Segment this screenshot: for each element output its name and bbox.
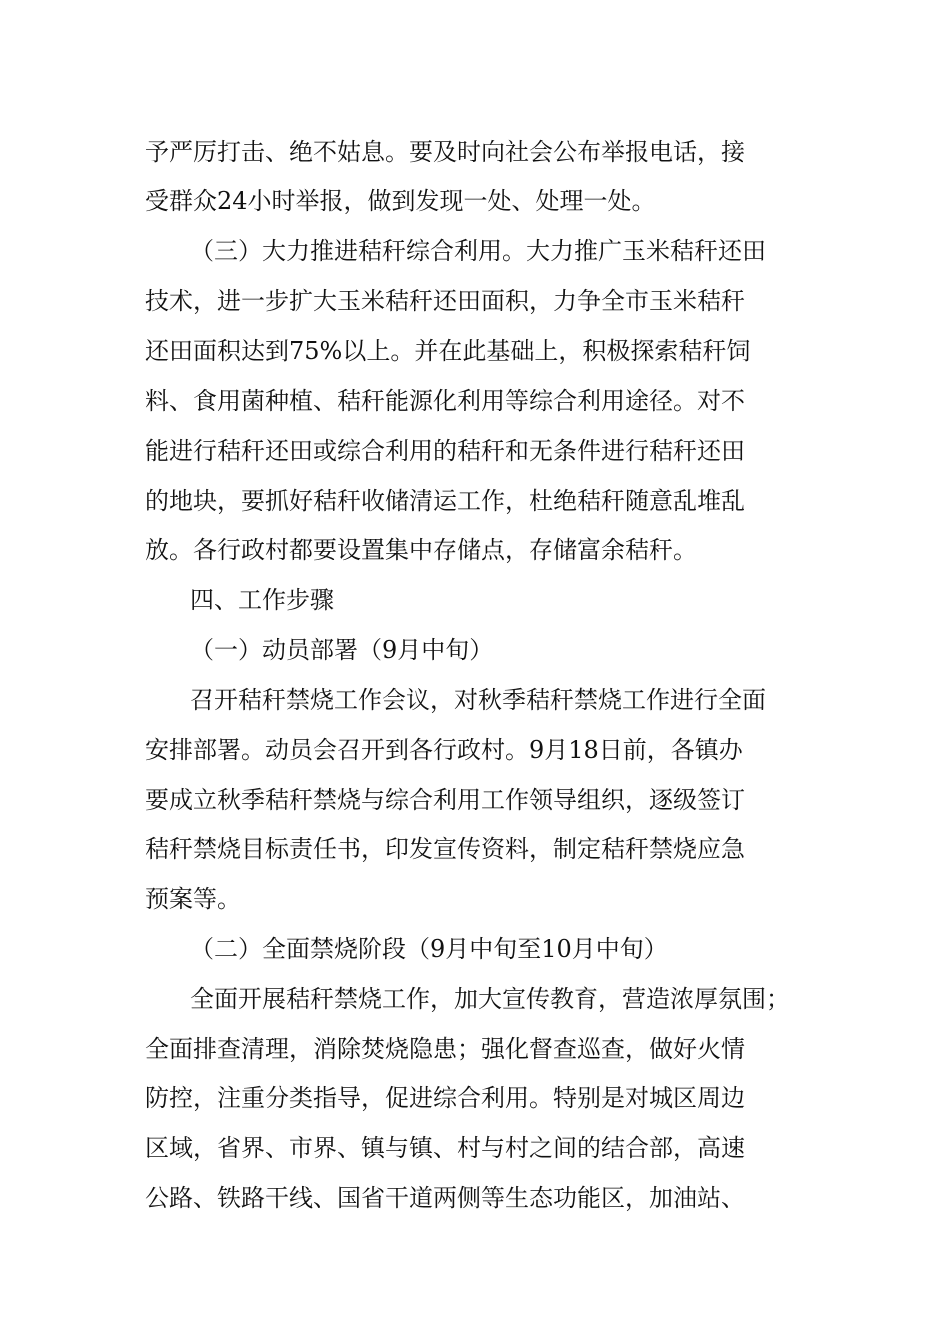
text-line: 防控，注重分类指导，促进综合利用。特别是对城区周边 — [145, 1084, 745, 1112]
text-line: 全面开展秸秆禁烧工作，加大宣传教育，营造浓厚氛围； — [190, 985, 790, 1013]
text-line: 予严厉打击、绝不姑息。要及时向社会公布举报电话，接 — [145, 138, 745, 166]
text-line: 全面排查清理，消除焚烧隐患；强化督查巡查，做好火情 — [145, 1035, 745, 1063]
section-heading-3: （三）大力推进秸秆综合利用。大力推广玉米秸秆还田 — [190, 237, 766, 265]
text-line: 区域，省界、市界、镇与镇、村与村之间的结合部，高速 — [145, 1134, 745, 1162]
text-line: 能进行秸秆还田或综合利用的秸秆和无条件进行秸秆还田 — [145, 437, 745, 465]
subsection-heading-2: （二）全面禁烧阶段（9月中旬至10月中旬） — [190, 935, 668, 963]
text-line: 受群众24小时举报，做到发现一处、处理一处。 — [145, 187, 656, 215]
text-line: 秸秆禁烧目标责任书，印发宣传资料，制定秸秆禁烧应急 — [145, 835, 745, 863]
section-heading-4: 四、工作步骤 — [190, 586, 334, 614]
text-line: 要成立秋季秸秆禁烧与综合利用工作领导组织，逐级签订 — [145, 786, 745, 814]
text-line: 预案等。 — [145, 885, 241, 913]
text-line: 召开秸秆禁烧工作会议，对秋季秸秆禁烧工作进行全面 — [190, 686, 766, 714]
text-line: 放。各行政村都要设置集中存储点，存储富余秸秆。 — [145, 536, 697, 564]
text-line: 技术，进一步扩大玉米秸秆还田面积，力争全市玉米秸秆 — [145, 287, 745, 315]
text-line: 公路、铁路干线、国省干道两侧等生态功能区，加油站、 — [145, 1184, 745, 1212]
text-line: 安排部署。动员会召开到各行政村。9月18日前，各镇办 — [145, 736, 743, 764]
text-line: 的地块，要抓好秸秆收储清运工作，杜绝秸秆随意乱堆乱 — [145, 487, 745, 515]
text-line: 料、食用菌种植、秸秆能源化利用等综合利用途径。对不 — [145, 387, 745, 415]
subsection-heading-1: （一）动员部署（9月中旬） — [190, 636, 494, 664]
text-line: 还田面积达到75%以上。并在此基础上，积极探索秸秆饲 — [145, 337, 751, 365]
